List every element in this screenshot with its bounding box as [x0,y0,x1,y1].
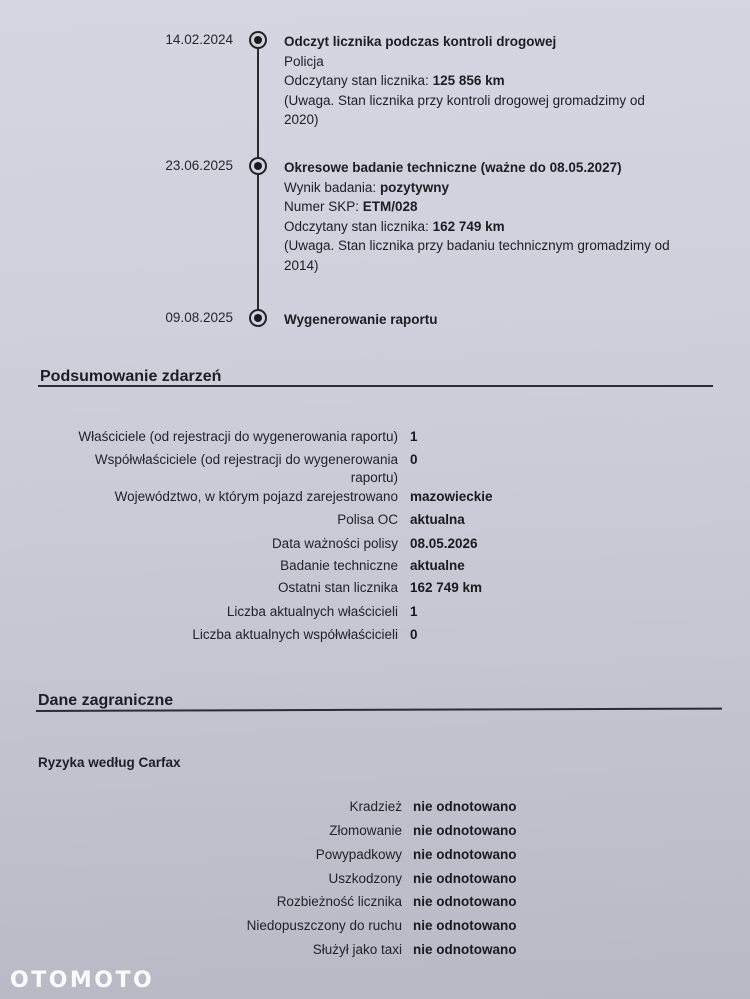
event-line-label: Wynik badania: [284,179,380,195]
event-line-label: (Uwaga. Stan licznika przy kontroli drogowej gromadzimy od [284,92,645,108]
summary-value: 1 [410,429,418,444]
summary-value: 0 [410,627,418,642]
risk-value: nie odnotowano [413,823,517,838]
carfax-risks-subheading: Ryzyka według Carfax [38,755,181,770]
event-date: 14.02.2024 [165,32,233,47]
event-date: 09.08.2025 [165,310,233,325]
risk-value: nie odnotowano [413,942,517,957]
event-line-label: Policja [284,53,324,69]
risk-label: Służył jako taxi [312,942,402,957]
risk-value: nie odnotowano [413,799,517,814]
event-body [284,32,684,130]
risk-label: Rozbieżność licznika [276,894,402,909]
summary-label-line: raportu) [350,470,398,485]
summary-label: Właściciele (od rejestracji do wygenerowania raportu) [78,429,398,444]
timeline-line [257,44,259,318]
summary-value: mazowieckie [410,489,493,504]
event-title: Wygenerowanie raportu [284,312,438,327]
summary-value: 1 [410,604,418,619]
summary-value: aktualne [410,558,465,573]
risk-label: Złomowanie [329,823,402,838]
event-line [284,256,684,276]
summary-label-line: Współwłaściciele (od rejestracji do wygenerowania [94,452,398,467]
summary-label: Ostatni stan licznika [277,580,398,595]
event-line-value: 162 749 km [432,218,505,234]
event-line [284,110,684,130]
event-body [284,310,684,330]
summary-label: Badanie techniczne [280,558,398,573]
event-line-label: Odczytany stan licznika: [284,73,433,88]
event-line [284,217,684,237]
summary-value: aktualna [410,512,465,527]
event-line-label: (Uwaga. Stan licznika przy badaniu technicznym gromadzimy od [284,238,670,253]
summary-label: Liczba aktualnych współwłaścicieli [192,627,398,642]
event-line-label: Odczytany stan licznika: [284,218,433,234]
summary-label: Polisa OC [337,512,398,527]
event-date: 23.06.2025 [165,158,233,173]
event-line-value: pozytywny [379,179,449,195]
event-line [284,236,684,256]
risk-label: Uszkodzony [328,871,402,886]
risk-value: nie odnotowano [413,918,517,933]
event-title: Odczyt licznika podczas kontroli drogowej [284,34,557,49]
risk-label: Niedopuszczony do ruchu [246,918,402,933]
risk-value: nie odnotowano [413,894,517,909]
summary-value: 162 749 km [410,580,483,595]
risk-value: nie odnotowano [413,871,517,886]
timeline-marker-icon [249,309,267,327]
summary-value: 08.05.2026 [410,536,478,551]
event-line-value: ETM/028 [362,199,418,214]
summary-label: Data ważności polisy [271,536,398,551]
event-line [284,178,684,198]
section-heading-foreign: Dane zagraniczne [38,692,174,709]
risk-label: Kradzież [349,799,402,814]
event-line-label: Numer SKP: [284,199,363,214]
event-line [284,52,684,72]
risk-value: nie odnotowano [413,847,517,862]
summary-label [95,451,398,487]
event-line-value: 125 856 km [432,73,505,88]
summary-label: Województwo, w którym pojazd zarejestrowano [114,489,398,504]
risk-label: Powypadkowy [315,847,402,862]
timeline-marker-icon [249,31,267,49]
timeline-marker-icon [249,157,267,175]
event-title: Okresowe badanie techniczne (ważne do 08.05.2027) [284,160,622,175]
section-divider [38,385,713,387]
summary-label: Liczba aktualnych właścicieli [226,604,398,619]
event-line-label: 2020) [284,112,319,127]
summary-value: 0 [410,452,418,467]
event-body [284,158,684,275]
event-line [284,71,684,91]
event-line-label: 2014) [284,257,319,273]
section-heading-summary: Podsumowanie zdarzeń [40,368,222,385]
otomoto-watermark-logo: OTOMOTO [10,968,155,993]
event-line [284,197,684,217]
event-line [284,91,684,111]
